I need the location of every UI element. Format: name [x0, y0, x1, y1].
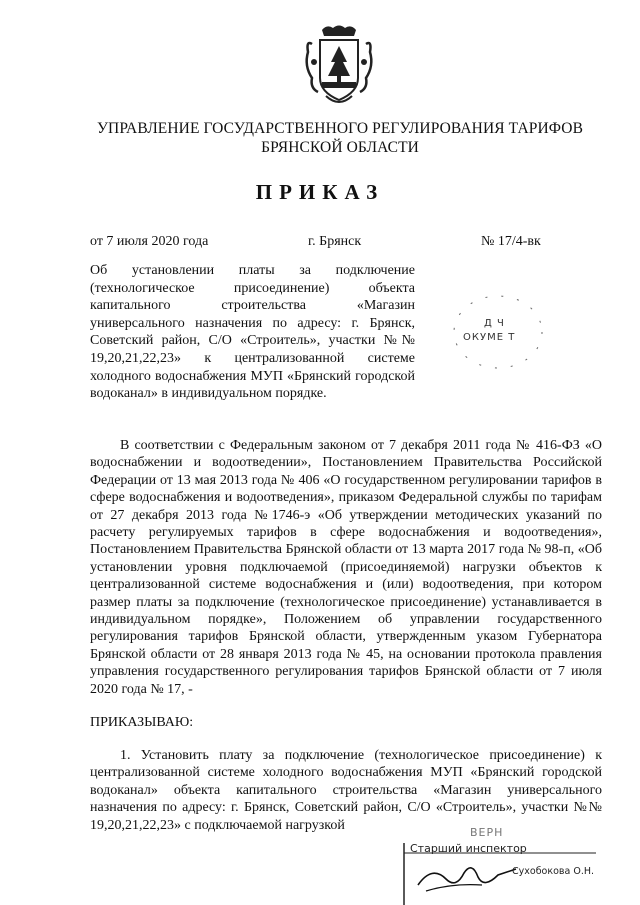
stamp-text-line-1: Д Ч	[484, 318, 505, 329]
inspector-name: Сухобокова О.Н.	[512, 866, 595, 877]
clause-1-paragraph: 1. Установить плату за подключение (технологическое присоединение) к централизованной системе холодного водоснабжения МУП «Брянский городской водоканал» объекта капитального строительства «Магазин универсального назначения по адресу: г. Брянск, Советский район, С/О «Строитель», участки №№ 19,20,21,22,23» с подключаемой нагрузкой	[90, 748, 602, 833]
agency-name-line-2: БРЯНСКОЙ ОБЛАСТИ	[261, 139, 419, 156]
document-number: № 17/4-вк	[481, 234, 541, 249]
agency-name-line-1: УПРАВЛЕНИЕ ГОСУДАРСТВЕННОГО РЕГУЛИРОВАНИЯ ТАРИФОВ	[96, 120, 584, 137]
document-city: г. Брянск	[308, 234, 362, 249]
document-date: от 7 июля 2020 года	[90, 234, 209, 249]
document-subject: Об установлении платы за подключение (технологическое присоединение) объекта капитального строительства «Магазин универсального назначения по адресу: г. Брянск, Советский район, С/О «Строитель», участки №№ 19,20,21,22,23» к централизованной системе холодного водоснабжения МУП «Брянский городской водоканал» в индивидуальном порядке.	[90, 263, 415, 402]
certification-stamp-faded-text: ВЕРН	[470, 826, 504, 839]
coat-of-arms-icon	[300, 22, 378, 108]
order-heading: ПРИКАЗЫВАЮ:	[90, 715, 194, 730]
preamble-paragraph: В соответствии с Федеральным законом от 7 декабря 2011 года № 416-ФЗ «О водоснабжении и водоотведении», Постановлением Правительства Российской Федерации от 13 мая 2013 года № 406 «О государственном регулировании тарифов в сфере водоснабжения и водоотведения», приказом Федеральной службы по тарифам от 27 декабря 2013 года №1746-э «Об утверждении методических указаний по расчету регулируемых тарифов в сфере водоснабжения и водоотведения», Постановлением Правительства Брянской области от 13 марта 2017 года № 98-п, «Об установлении уровня подключаемой (присоединяемой) нагрузки объектов к централизованной системе водоснабжения и (или) водоотведения, при котором размер платы за подключение (технологическое присоединение) устанавливается в индивидуальном порядке», Положением об управлении государственного регулирования тарифов Брянской области, утвержденным указом Губернатора Брянской области от 28 января 2013 года № 45, на основании протокола правления управления государственного регулирования тарифов Брянской области от 7 июля 2020 года № 17, -	[90, 438, 602, 697]
inspector-title: Старший инспектор	[410, 842, 527, 855]
stamp-text-line-2: ОКУМЕ Т	[463, 332, 516, 343]
document-title: ПРИКАЗ	[255, 180, 385, 204]
signature-icon	[412, 855, 522, 895]
